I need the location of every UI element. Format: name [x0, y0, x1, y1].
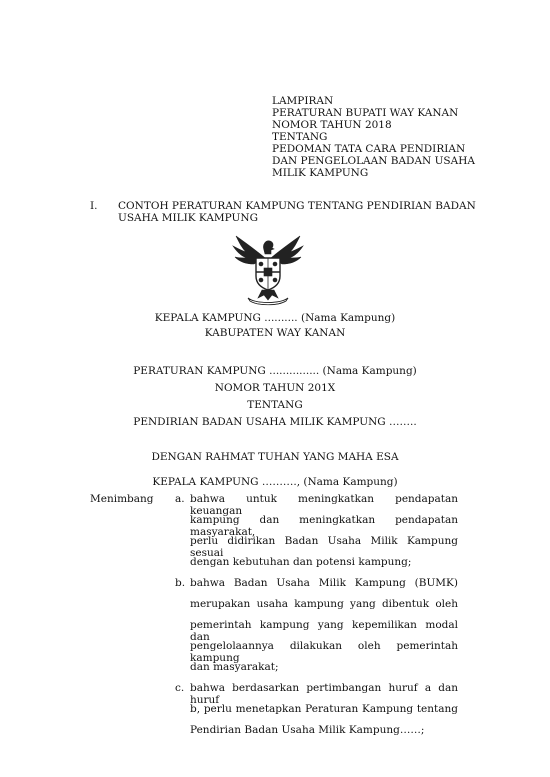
peraturan-title: PERATURAN KAMPUNG ............... (Nama Kampung)	[133, 365, 417, 377]
item-line: dan masyarakat;	[190, 661, 279, 673]
section-title-line: USAHA MILIK KAMPUNG	[118, 212, 258, 224]
kepala-kampung-title: KEPALA KAMPUNG .......... (Nama Kampung)	[154, 312, 396, 324]
item-line: pemerintah kampung yang kepemilikan modal dan	[190, 619, 458, 643]
header-line: PERATURAN BUPATI WAY KANAN	[272, 107, 459, 119]
item-marker: b.	[175, 577, 186, 589]
header-line: LAMPIRAN	[272, 95, 334, 107]
menimbang-label: Menimbang	[90, 493, 154, 505]
kabupaten-title: KABUPATEN WAY KANAN	[204, 327, 346, 339]
garuda-emblem-icon	[228, 228, 308, 306]
nomor-title: NOMOR TAHUN 201X	[214, 382, 336, 394]
item-line: bahwa Badan Usaha Milik Kampung (BUMK)	[190, 577, 458, 589]
item-line: Pendirian Badan Usaha Milik Kampung……;	[190, 724, 425, 736]
item-line: perlu didirikan Badan Usaha Milik Kampung sesuai	[190, 535, 458, 559]
tentang-title: TENTANG	[247, 399, 303, 411]
item-line: dengan kebutuhan dan potensi kampung;	[190, 556, 412, 568]
section-number: I.	[90, 200, 98, 212]
rahmat-title: DENGAN RAHMAT TUHAN YANG MAHA ESA	[151, 451, 399, 463]
header-line: PEDOMAN TATA CARA PENDIRIAN	[272, 143, 466, 155]
item-line: b, perlu menetapkan Peraturan Kampung tentang	[190, 703, 458, 715]
item-marker: a.	[175, 493, 185, 505]
item-line: bahwa berdasarkan pertimbangan huruf a dan huruf	[190, 682, 458, 706]
item-line: pengelolaannya dilakukan oleh pemerintah kampung	[190, 640, 458, 664]
item-line: bahwa untuk meningkatkan pendapatan keuangan	[190, 493, 458, 517]
kepala-kampung-subtitle: KEPALA KAMPUNG ………., (Nama Kampung)	[152, 476, 398, 488]
section-title-line: CONTOH PERATURAN KAMPUNG TENTANG PENDIRIAN BADAN	[118, 200, 476, 212]
item-marker: c.	[175, 682, 185, 694]
pendirian-title: PENDIRIAN BADAN USAHA MILIK KAMPUNG ……..	[133, 416, 417, 428]
header-line: TENTANG	[272, 131, 328, 143]
item-line: merupakan usaha kampung yang dibentuk oleh	[190, 598, 458, 610]
header-line: NOMOR TAHUN 2018	[272, 119, 392, 131]
item-line: kampung dan meningkatkan pendapatan masyarakat,	[190, 514, 458, 538]
header-line: MILIK KAMPUNG	[272, 167, 369, 179]
header-line: DAN PENGELOLAAN BADAN USAHA	[272, 155, 475, 167]
